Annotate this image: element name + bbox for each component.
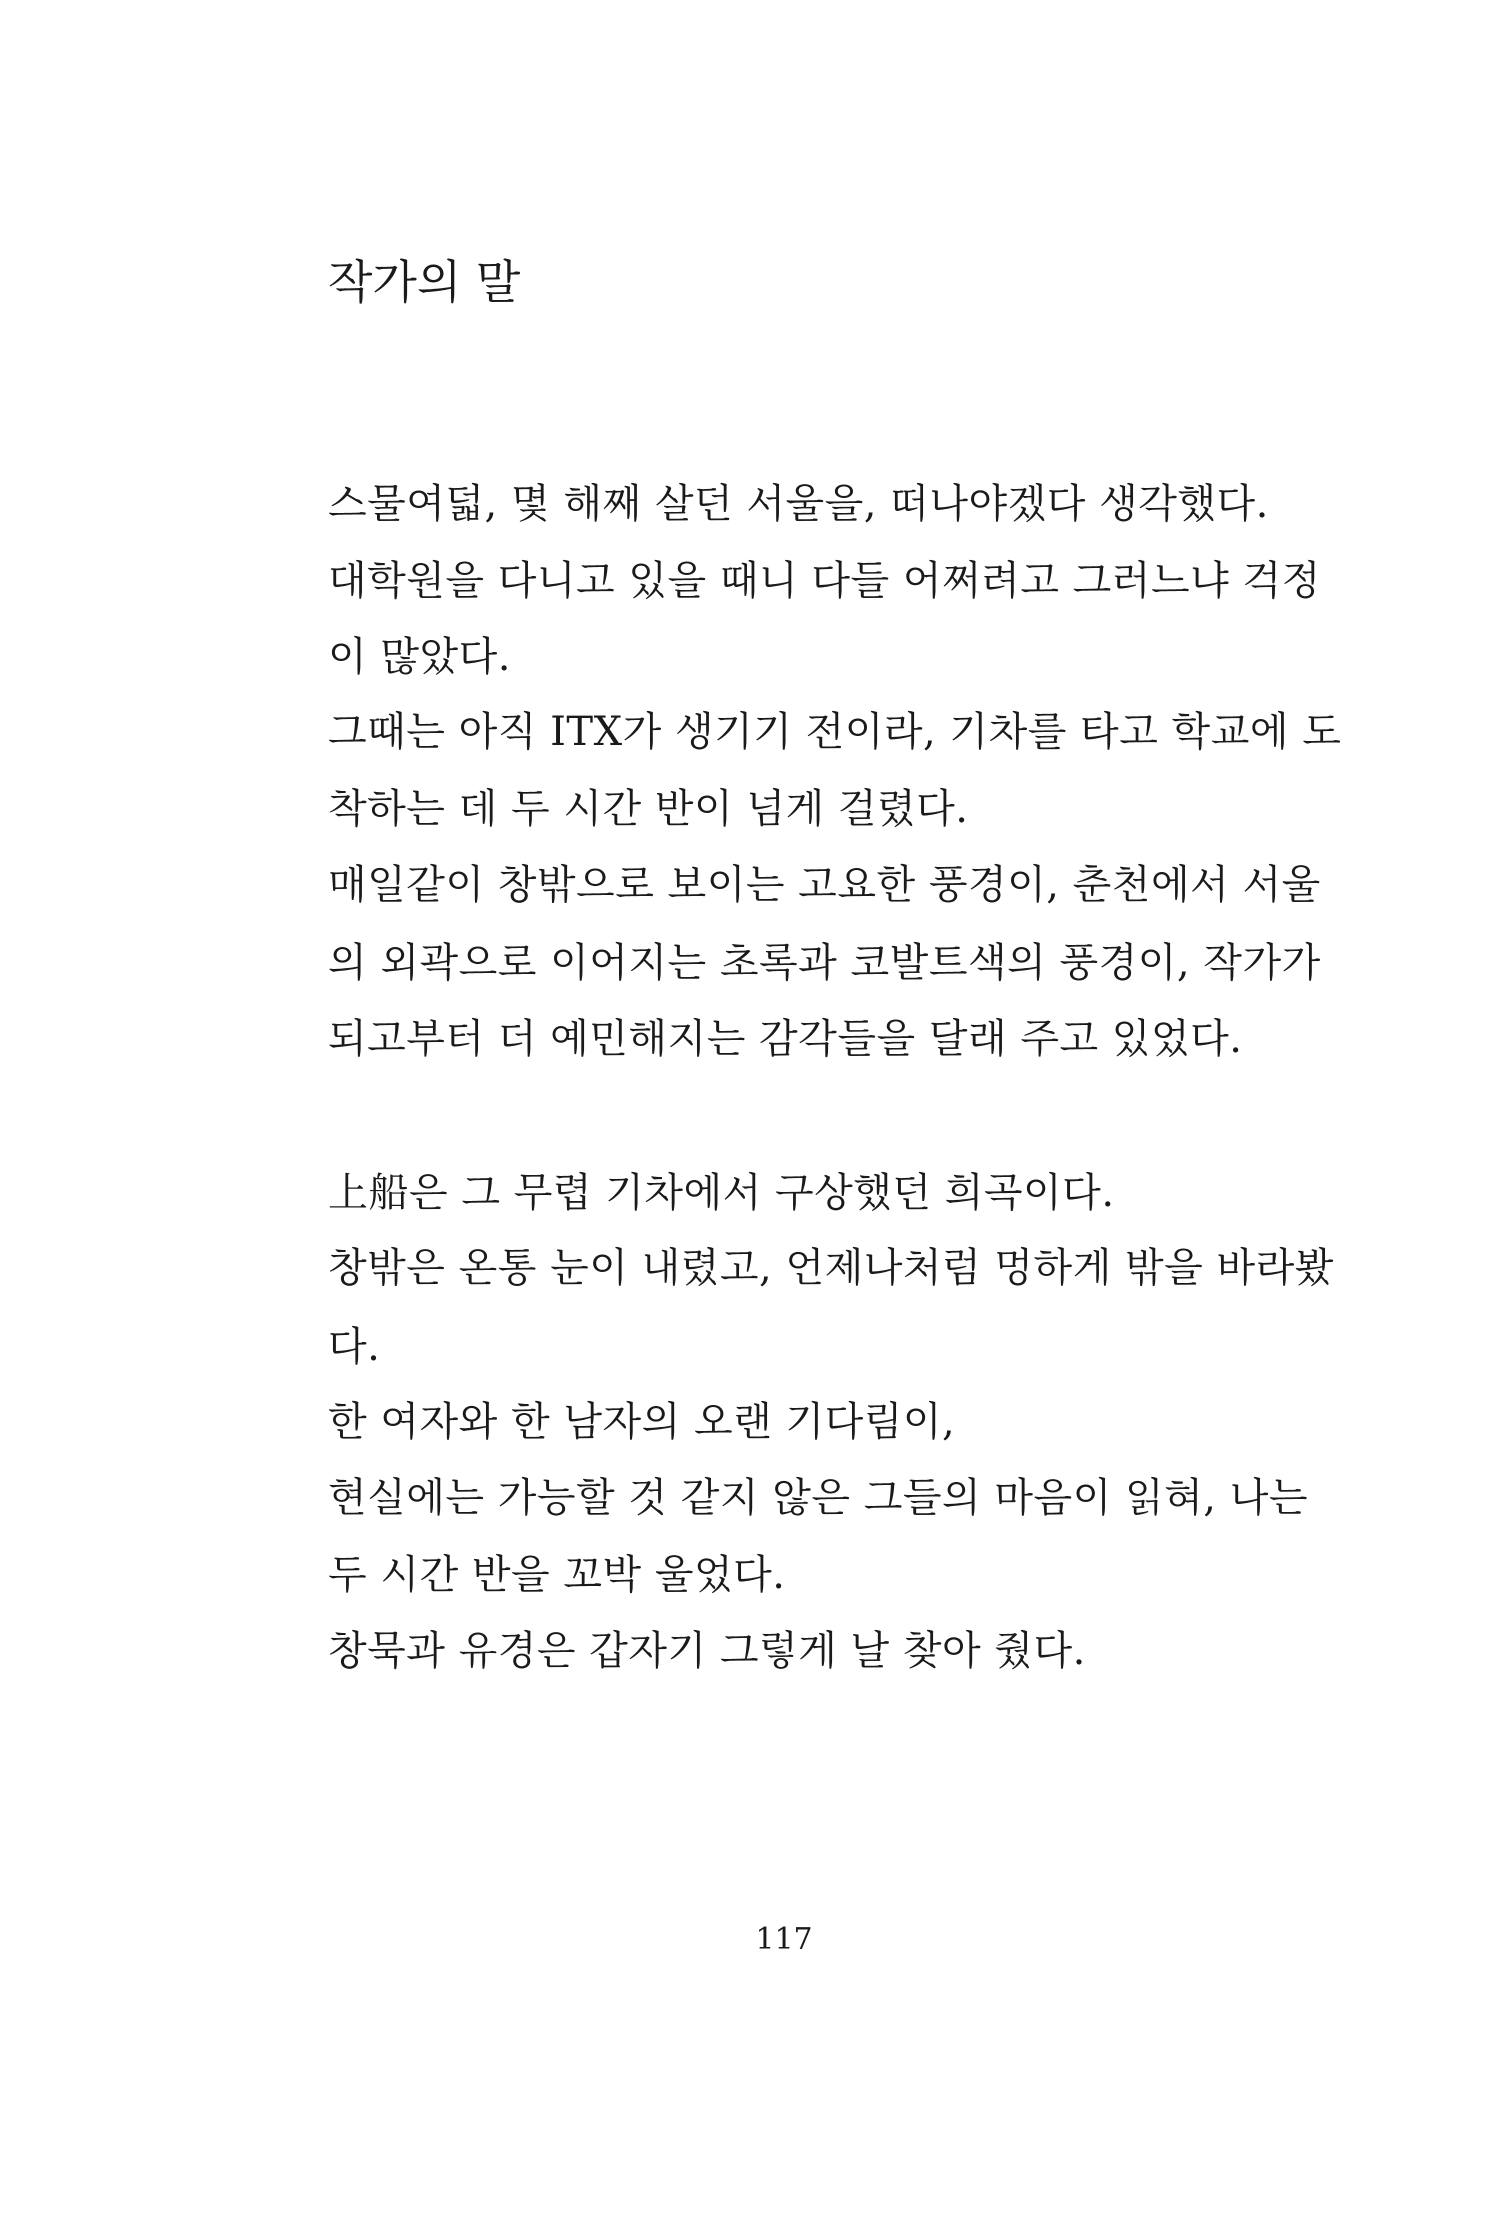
text-line: 의 외곽으로 이어지는 초록과 코발트색의 풍경이, 작가가 [328, 940, 1321, 986]
text-line: 다. [328, 1324, 381, 1370]
page-number: 117 [755, 1922, 813, 1957]
text-line: 한 여자와 한 남자의 오랜 기다림이, [328, 1399, 956, 1445]
text-line: 착하는 데 두 시간 반이 넘게 걸렸다. [328, 786, 969, 832]
text-line: 두 시간 반을 꼬박 울었다. [328, 1552, 786, 1598]
text-line: 창밖은 온통 눈이 내렸고, 언제나처럼 멍하게 밖을 바라봤 [328, 1245, 1334, 1291]
text-line: 되고부터 더 예민해지는 감각들을 달래 주고 있었다. [328, 1016, 1243, 1062]
text-line: 창묵과 유경은 갑자기 그렇게 날 찾아 줬다. [328, 1628, 1086, 1674]
text-line: 스물여덟, 몇 해째 살던 서울을, 떠나야겠다 생각했다. [328, 481, 1269, 527]
text-line: 대학원을 다니고 있을 때니 다들 어쩌려고 그러느냐 걱정 [328, 558, 1321, 604]
text-line: 이 많았다. [328, 634, 511, 680]
text-line: 현실에는 가능할 것 같지 않은 그들의 마음이 읽혀, 나는 [328, 1475, 1309, 1521]
text-line: 그때는 아직 ITX가 생기기 전이라, 기차를 타고 학교에 도 [328, 709, 1342, 755]
section-title: 작가의 말 [328, 255, 521, 309]
text-line: 上船은 그 무렵 기차에서 구상했던 희곡이다. [328, 1170, 1115, 1216]
text-line: 매일같이 창밖으로 보이는 고요한 풍경이, 춘천에서 서울 [328, 862, 1321, 908]
